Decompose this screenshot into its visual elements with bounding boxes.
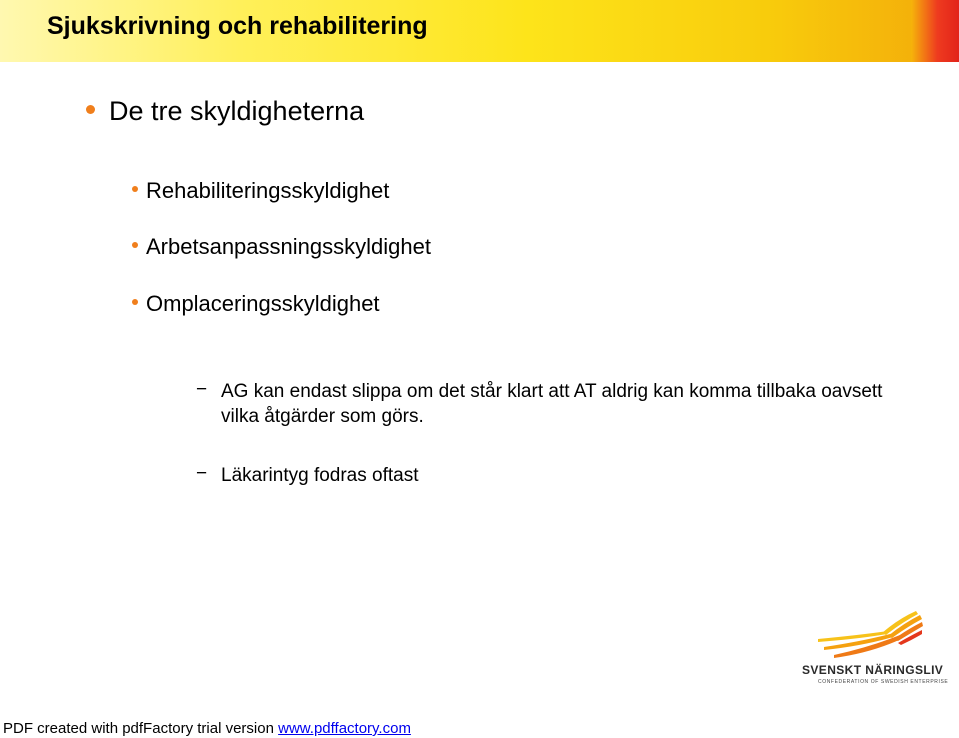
logo-tagline: CONFEDERATION OF SWEDISH ENTERPRISE <box>818 679 949 685</box>
bullet-text: Rehabiliteringsskyldighet <box>146 178 390 203</box>
bullet-text: Läkarintyg fodras oftast <box>221 465 419 486</box>
bullet-text: AG kan endast slippa om det står klart att AT aldrig kan komma tillbaka oavsett vilka åtgärder som görs. <box>221 381 883 427</box>
page-title: Sjukskrivning och rehabilitering <box>47 12 428 40</box>
bullet-text: Omplaceringsskyldighet <box>146 291 380 316</box>
dash-icon: − <box>196 379 208 400</box>
bullet-text: De tre skyldigheterna <box>109 96 365 126</box>
bullet-level2-item <box>132 178 389 204</box>
dash-icon: − <box>196 463 208 484</box>
header-accent <box>911 0 959 62</box>
bullet-dot-icon <box>132 242 138 248</box>
bullet-dot-icon <box>132 186 138 192</box>
bullet-level1 <box>86 96 364 127</box>
bullet-level2-item <box>132 234 431 260</box>
logo-name: SVENSKT NÄRINGSLIV <box>802 663 944 677</box>
footer-link[interactable]: www.pdffactory.com <box>278 720 411 737</box>
bullet-level2-item <box>132 291 380 317</box>
footer-text: PDF created with pdfFactory trial version <box>3 720 279 737</box>
bullet-text: Arbetsanpassningsskyldighet <box>146 234 431 259</box>
bullet-dot-icon <box>86 105 95 114</box>
bullet-dot-icon <box>132 299 138 305</box>
footer <box>3 720 411 737</box>
